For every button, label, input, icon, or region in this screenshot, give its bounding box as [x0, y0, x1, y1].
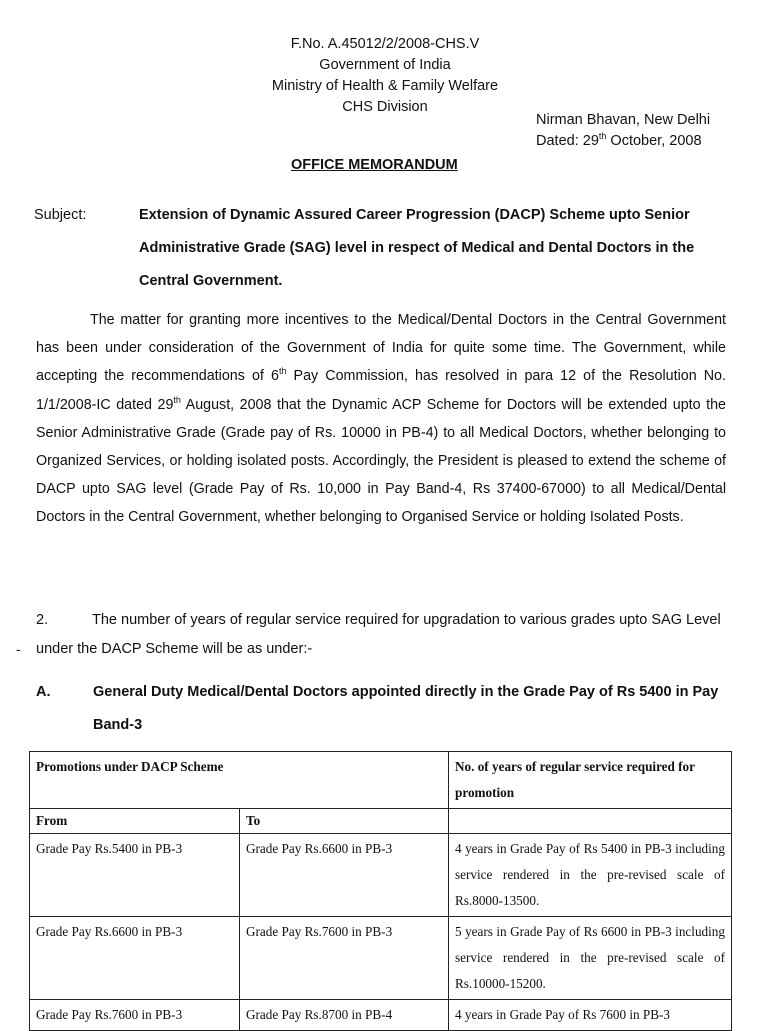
- memo-title: OFFICE MEMORANDUM: [291, 157, 458, 173]
- table-header-row: [30, 752, 732, 809]
- section-a-text: General Duty Medical/Dental Doctors appointed directly in the Grade Pay of Rs 5400 in Pay Band-3: [93, 684, 719, 733]
- to-header: To: [240, 809, 449, 834]
- table-subheader-row: [30, 809, 732, 834]
- promotions-header: Promotions under DACP Scheme: [30, 752, 449, 809]
- paragraph-2: [36, 606, 726, 664]
- years-cell: 4 years in Grade Pay of Rs 7600 in PB-3: [449, 1000, 732, 1031]
- section-a: [36, 676, 730, 742]
- empty-header-cell: [449, 809, 732, 834]
- government-name: Government of India: [319, 57, 451, 73]
- table-row: [30, 834, 732, 917]
- margin-mark: -: [16, 641, 21, 657]
- to-cell: Grade Pay Rs.6600 in PB-3: [240, 834, 449, 917]
- paragraph-number: 2.: [36, 612, 49, 628]
- ministry-name: Ministry of Health & Family Welfare: [271, 78, 499, 94]
- to-cell: Grade Pay Rs.7600 in PB-3: [240, 917, 449, 1000]
- subject-text: Extension of Dynamic Assured Career Progression (DACP) Scheme upto Senior Administrative Grade (SAG) level in respect of Medical and Dental Doctors in the Central Government.: [139, 207, 695, 289]
- years-header: No. of years of regular service required for promotion: [449, 752, 732, 809]
- to-cell: Grade Pay Rs.8700 in PB-4: [240, 1000, 449, 1031]
- location: Nirman Bhavan, New Delhi: [536, 112, 711, 128]
- table-row: [30, 1000, 732, 1031]
- paragraph-1: The matter for granting more incentives to the Medical/Dental Doctors in the Central Government has been under consideration of the Government of India for quite some time. The Government, while accepting the recommendations of 6th Pay Commission, has resolved in para 12 of the Resolution No. 1/1/2008-IC dated 29th August, 2008 that the Dynamic ACP Scheme for Doctors will be extended upto the Senior Administrative Grade (Grade pay of Rs. 10000 in PB-4) to all Medical Doctors, whether belonging to Organized Services, or holding isolated posts. Accordingly, the President is pleased to extend the scheme of DACP upto SAG level (Grade Pay of Rs. 10,000 in Pay Band-4, Rs 37400-67000) to all Medical/Dental Doctors in the Central Government, whether belonging to Organised Service or holding Isolated Posts.: [36, 312, 726, 526]
- years-cell: 4 years in Grade Pay of Rs 5400 in PB-3 including service rendered in the pre-revised scale of Rs.8000-13500.: [449, 834, 732, 917]
- division-name: CHS Division: [342, 99, 428, 115]
- from-header: From: [30, 809, 240, 834]
- dacp-table: [29, 751, 732, 1031]
- place-and-date: [536, 110, 710, 152]
- from-cell: Grade Pay Rs.6600 in PB-3: [30, 917, 240, 1000]
- table-row: [30, 917, 732, 1000]
- subject-label: Subject:: [34, 207, 87, 223]
- document-header: [200, 34, 570, 118]
- file-number: F.No. A.45012/2/2008-CHS.V: [290, 36, 480, 52]
- years-cell: 5 years in Grade Pay of Rs 6600 in PB-3 including service rendered in the pre-revised scale of Rs.10000-15200.: [449, 917, 732, 1000]
- from-cell: Grade Pay Rs.5400 in PB-3: [30, 834, 240, 917]
- paragraph-2-text: The number of years of regular service required for upgradation to various grades upto SAG Level under the DACP Scheme will be as under:-: [36, 612, 721, 657]
- section-a-label: A.: [36, 684, 51, 700]
- from-cell: Grade Pay Rs.7600 in PB-3: [30, 1000, 240, 1031]
- dated: Dated: 29th October, 2008: [536, 131, 702, 149]
